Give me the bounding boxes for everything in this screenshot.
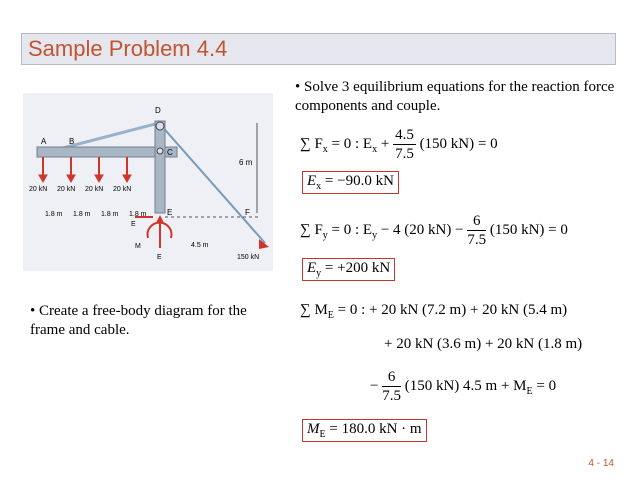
pin-D bbox=[156, 122, 164, 130]
pin-C bbox=[157, 148, 163, 154]
equation-me-line1: ∑ $M_E = 0$ : + 20 kN (7.2 m) + 20 kN (5.4 m) bbox=[300, 302, 568, 321]
label-E: E bbox=[167, 208, 173, 217]
cable-force-label: 150 kN bbox=[237, 254, 260, 261]
spacing-label-4: 1.8 m bbox=[129, 211, 147, 218]
result-ex: $E_x = -90.0$ kN bbox=[302, 171, 399, 194]
spacing-label-2: 1.8 m bbox=[73, 211, 91, 218]
frame-figure bbox=[23, 93, 273, 271]
result-ey: $E_y = +200$ kN bbox=[302, 258, 395, 281]
equation-fx: ∑ $F_x = 0$ : $E_x$ + $\frac{4.5}{7.5}$ (150 kN) = 0 bbox=[300, 127, 498, 162]
distance-label: 4.5 m bbox=[191, 242, 209, 249]
load-label-3: 20 kN bbox=[85, 186, 104, 193]
load-label-2: 20 kN bbox=[57, 186, 76, 193]
bullet-equilibrium-text: Solve 3 equilibrium equations for the reaction force components and couple. bbox=[295, 79, 615, 114]
Ey-label: E bbox=[157, 254, 162, 261]
spacing-label-3: 1.8 m bbox=[101, 211, 119, 218]
load-label-1: 20 kN bbox=[29, 186, 48, 193]
bullet-equilibrium: • Solve 3 equilibrium equations for the reaction force components and couple. bbox=[295, 79, 615, 114]
load-label-4: 20 kN bbox=[113, 186, 132, 193]
post-DE bbox=[155, 121, 165, 213]
result-me: $M_E = 180.0$ kN · m bbox=[302, 419, 427, 442]
frame-diagram bbox=[23, 93, 273, 271]
Ex-label: E bbox=[131, 221, 136, 228]
bullet-free-body: • Create a free-body diagram for the frame and cable. bbox=[30, 303, 247, 338]
slide-title: Sample Problem 4.4 bbox=[28, 36, 228, 61]
cable-DF bbox=[159, 123, 265, 243]
label-B: B bbox=[69, 137, 75, 146]
label-F: F bbox=[245, 208, 250, 217]
page-number: 4 - 14 bbox=[588, 458, 614, 469]
load-arrows bbox=[39, 157, 131, 182]
label-C: C bbox=[167, 148, 173, 157]
Me-label: M bbox=[135, 243, 141, 250]
title-bar bbox=[21, 33, 616, 65]
bullet-free-body-text: Create a free-body diagram for the frame and cable. bbox=[30, 303, 247, 338]
height-label: 6 m bbox=[239, 158, 253, 167]
cable-BD bbox=[63, 123, 159, 148]
equation-me-line3: − $\frac{6}{7.5}$ (150 kN) 4.5 $m + M_E = 0$ bbox=[370, 369, 557, 404]
equation-me-line2: + 20 kN (3.6 m) + 20 kN (1.8 m) bbox=[384, 336, 583, 352]
label-D: D bbox=[155, 106, 161, 115]
label-A: A bbox=[41, 137, 47, 146]
equation-fy: ∑ $F_y = 0$ : $E_y - 4$ (20 kN) − $\frac{6}{7.5}$ (150 kN) = 0 bbox=[300, 213, 568, 248]
spacing-label-1: 1.8 m bbox=[45, 211, 63, 218]
